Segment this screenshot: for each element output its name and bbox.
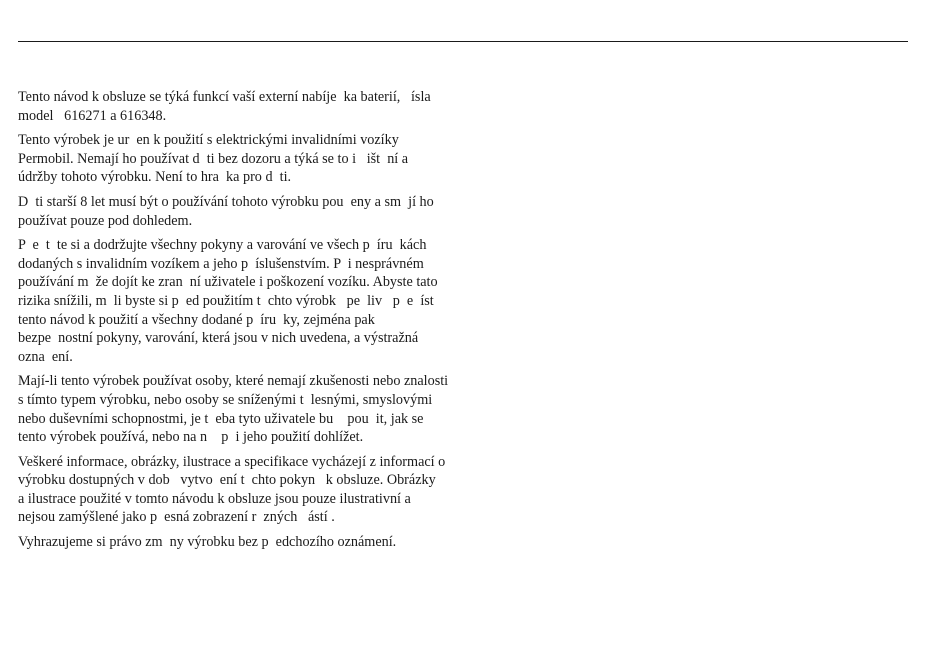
text-line: rizika snížili, m li byste si p ed použitím t chto výrobk pe liv p e íst bbox=[18, 292, 434, 309]
text-line: ozna ení. bbox=[18, 348, 73, 365]
paragraph-information bbox=[18, 453, 538, 527]
text-line: tento výrobek používá, nebo na n p i jeho použití dohlížet. bbox=[18, 429, 364, 446]
text-line: používání m že dojít ke zran ní uživatele i poškození vozíku. Abyste tato bbox=[18, 274, 438, 291]
text-line: nebo duševními schopnostmi, je t eba tyto uživatele bu pou it, jak se bbox=[18, 410, 424, 427]
paragraph-children bbox=[18, 193, 538, 230]
text-line: Mají-li tento výrobek používat osoby, které nemají zkušenosti nebo znalosti bbox=[18, 373, 449, 390]
text-line: Veškeré informace, obrázky, ilustrace a specifikace vycházejí z informací o bbox=[18, 453, 446, 470]
text-line: a ilustrace použité v tomto návodu k obsluze jsou pouze ilustrativní a bbox=[18, 490, 411, 507]
paragraph-reduced-abilities bbox=[18, 372, 538, 446]
paragraph-read-instructions bbox=[18, 236, 538, 366]
document-body bbox=[18, 88, 538, 558]
paragraph-intended-use bbox=[18, 131, 538, 187]
text-line: Permobil. Nemají ho používat d ti bez dozoru a týká se to i išt ní a bbox=[18, 150, 409, 167]
paragraph-scope bbox=[18, 88, 538, 125]
text-line: s tímto typem výrobku, nebo osoby se sníženými t lesnými, smyslovými bbox=[18, 391, 433, 408]
text-line: P e t te si a dodržujte všechny pokyny a varování ve všech p íru kách bbox=[18, 237, 427, 254]
text-line: Tento návod k obsluze se týká funkcí vaší externí nabíje ka baterií, ísla bbox=[18, 89, 431, 105]
text-line: tento návod k použití a všechny dodané p íru ky, zejména pak bbox=[18, 311, 375, 328]
text-line: údržby tohoto výrobku. Není to hra ka pro d ti. bbox=[18, 169, 292, 186]
text-line: dodaných s invalidním vozíkem a jeho p íslušenstvím. P i nesprávném bbox=[18, 255, 424, 272]
text-line: používat pouze pod dohledem. bbox=[18, 212, 193, 229]
paragraph-rights-reserved bbox=[18, 533, 538, 552]
text-line: bezpe nostní pokyny, varování, která jsou v nich uvedena, a výstražná bbox=[18, 330, 419, 347]
text-line: model 616271 a 616348. bbox=[18, 107, 167, 124]
text-line: nejsou zamýšlené jako p esná zobrazení r zných ástí . bbox=[18, 509, 335, 526]
header-rule bbox=[18, 41, 908, 42]
text-line: Vyhrazujeme si právo zm ny výrobku bez p edchozího oznámení. bbox=[18, 534, 397, 551]
text-line: D ti starší 8 let musí být o používání tohoto výrobku pou eny a sm jí ho bbox=[18, 193, 434, 210]
text-line: výrobku dostupných v dob vytvo ení t chto pokyn k obsluze. Obrázky bbox=[18, 472, 436, 489]
text-line: Tento výrobek je ur en k použití s elektrickými invalidními vozíky bbox=[18, 132, 399, 149]
